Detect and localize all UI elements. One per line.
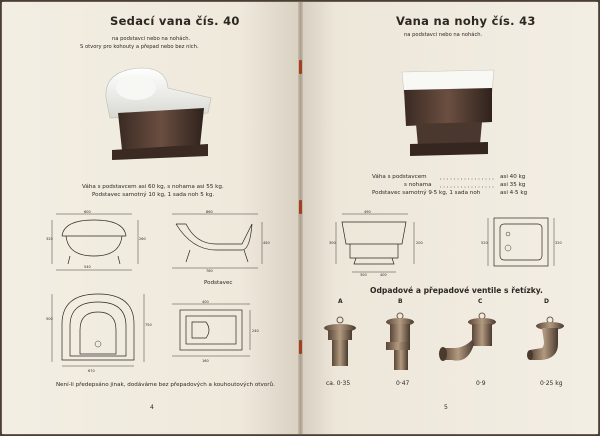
spec-value-1: asi 40 kg [500,174,526,180]
left-page-subtitle-1: na podstavci nebo na nohách. [112,36,191,42]
dim-label: 860 [206,210,213,214]
left-weights-line-1: Váha s podstavcem asi 60 kg, s nohama asi 55 kg. [82,184,224,190]
dim-label: 760 [206,269,213,273]
valve-b-image [380,310,420,374]
left-page-title: Sedací vana čís. 40 [110,14,240,28]
dim-label: 320 [555,241,562,245]
tub-43-plan-drawing [481,212,568,282]
dim-label: 600 [84,210,91,214]
base-label: Podstavec [204,280,233,286]
valve-letter-a: A [338,298,343,305]
dim-label: 400 [202,300,209,304]
dim-label: 490 [364,210,371,214]
dim-label: 400 [380,273,387,277]
left-page-number: 4 [150,404,154,411]
tub-40-side-drawing [172,210,270,273]
valve-a-weight: ca. 0·35 [326,380,351,387]
right-page-subtitle: na podstavci nebo na nohách. [404,32,483,38]
base-40-plan-drawing [172,300,259,363]
dim-label: 750 [145,323,152,327]
right-page-number: 5 [444,404,448,411]
spec-value-3: asi 4·5 kg [500,190,528,196]
dim-label: 240 [252,329,259,333]
dim-label: 670 [88,369,95,373]
tub-40-photo [96,58,216,168]
left-footnote: Není-li předepsáno jinak, dodáváme bez přepadových a kouhoutových otvorů. [56,382,275,388]
dim-label: 160 [202,359,209,363]
spec-label-3: Podstavec samotný 9·5 kg, 1 sada noh [372,190,481,196]
valves-title: Odpadové a přepadové ventile s řetízky. [370,286,543,295]
binding-staple-middle [299,200,302,214]
dim-label: 300 [329,241,336,245]
valve-letter-c: C [478,298,483,305]
tub-43-front-drawing [329,210,426,280]
valve-b-weight: 0·47 [396,380,410,387]
dim-label: 200 [416,241,423,245]
binding-staple-top [299,60,302,74]
spec-label-2: s nohama [404,182,432,188]
dim-label: 320 [46,237,53,241]
valve-a-image [320,314,360,374]
tub-40-plan-drawing [46,290,152,373]
dim-label: 300 [360,273,367,277]
left-page-subtitle-2: S otvory pro kohouty a přepad nebo bez nich. [80,44,199,50]
tub-40-front-drawing [46,210,146,270]
binding-staple-bottom [299,340,302,354]
valve-letter-b: B [398,298,403,305]
leader-dots [440,174,500,194]
tub-43-photo [398,60,498,160]
valve-d-weight: 0·25 kg [540,380,563,387]
dim-label: 450 [263,241,270,245]
dim-label: 540 [84,265,91,269]
valve-letter-d: D [544,298,549,305]
spec-value-2: asi 35 kg [500,182,526,188]
valve-d-image [522,314,572,374]
dim-label: 520 [481,241,488,245]
valve-c-image [438,310,508,374]
spec-label-1: Váha s podstavcem [372,174,427,180]
dim-label: 260 [139,237,146,241]
left-weights-line-2: Podstavec samotný 10 kg, 1 sada noh 5 kg. [92,192,215,198]
right-page-title: Vana na nohy čís. 43 [396,14,536,28]
dim-label: 500 [46,317,53,321]
valve-c-weight: 0·9 [476,380,486,387]
